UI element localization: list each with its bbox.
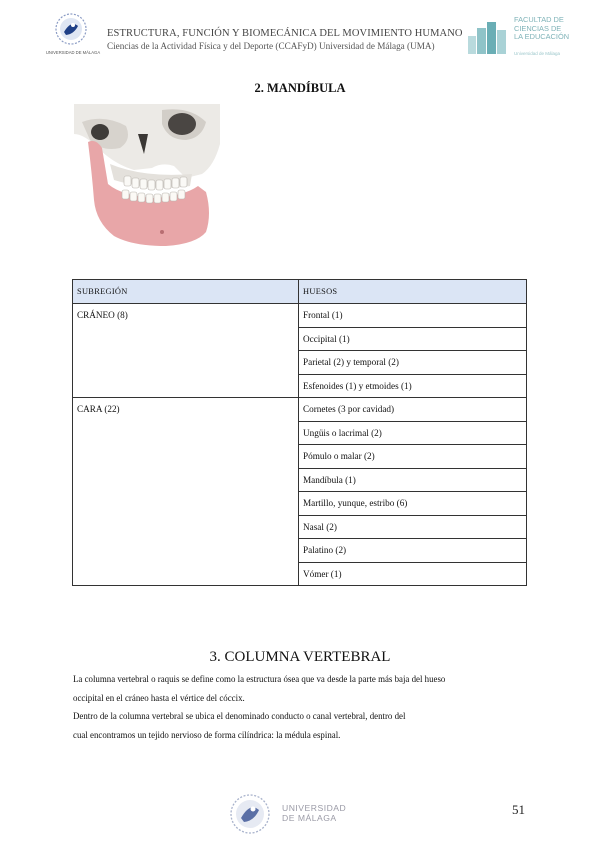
faculty-line-1: FACULTAD DE [514,15,564,24]
column-header-subregion: SUBREGIÓN [73,280,299,304]
paragraph-canal [73,707,543,744]
table-row [73,398,527,422]
paragraph-line: Dentro de la columna vertebral se ubica el denominado conducto o canal vertebral, dentro del [73,711,406,721]
subregion-craneo: CRÁNEO (8) [73,304,299,398]
bone-cell: Pómulo o malar (2) [299,445,527,469]
section-heading-columna: 3. COLUMNA VERTEBRAL [209,649,391,665]
faculty-line-3: LA EDUCACIÓN [514,32,570,42]
header-title: ESTRUCTURA, FUNCIÓN Y BIOMECÁNICA DEL MOVIMIENTO HUMANO [107,28,463,39]
faculty-logo [466,14,586,60]
bone-cell: Parietal (2) y temporal (2) [299,351,527,375]
table-header-row [73,280,527,304]
bone-cell: Mandíbula (1) [299,468,527,492]
table-row [73,304,527,328]
skull-mandible-illustration [74,104,220,250]
header-subtitle: Ciencias de la Actividad Física y del Deporte (CCAFyD) Universidad de Málaga (UMA) [107,41,435,51]
paragraph-line: cual encontramos un tejido nervioso de forma cilíndrica: la médula espinal. [73,729,341,740]
paragraph-definition [73,670,543,707]
faculty-line-2: CIENCIAS DE [514,23,562,33]
bone-cell: Occipital (1) [299,327,527,351]
uma-logo [44,12,102,58]
bone-cell: Esfenoides (1) y etmoides (1) [299,374,527,398]
faculty-small-text: Universidad de Málaga [514,51,561,56]
paragraph-line: occipital en el cráneo hasta el vértice del cóccix. [73,692,245,703]
uma-logo-caption: UNIVERSIDAD DE MÁLAGA [45,50,101,55]
bone-cell: Ungüis o lacrimal (2) [299,421,527,445]
bone-cell: Palatino (2) [299,539,527,563]
bone-cell: Martillo, yunque, estribo (6) [299,492,527,516]
subregion-cara: CARA (22) [73,398,299,586]
bone-cell: Cornetes (3 por cavidad) [299,398,527,422]
paragraph-line: La columna vertebral o raquis se define como la estructura ósea que va desde la parte más baja del hueso [73,674,446,684]
section-heading-mandibula: 2. MANDÍBULA [254,81,346,95]
footer-uma-logo [226,792,356,836]
column-header-bones: HUESOS [299,280,527,304]
footer-university-line-1: UNIVERSIDAD [282,803,347,813]
footer-university-line-2: DE MÁLAGA [282,813,337,823]
bone-cell: Nasal (2) [299,515,527,539]
bone-cell: Frontal (1) [299,304,527,328]
bone-cell: Vómer (1) [299,562,527,586]
bones-table [72,279,527,586]
page-number: 51 [512,802,525,817]
